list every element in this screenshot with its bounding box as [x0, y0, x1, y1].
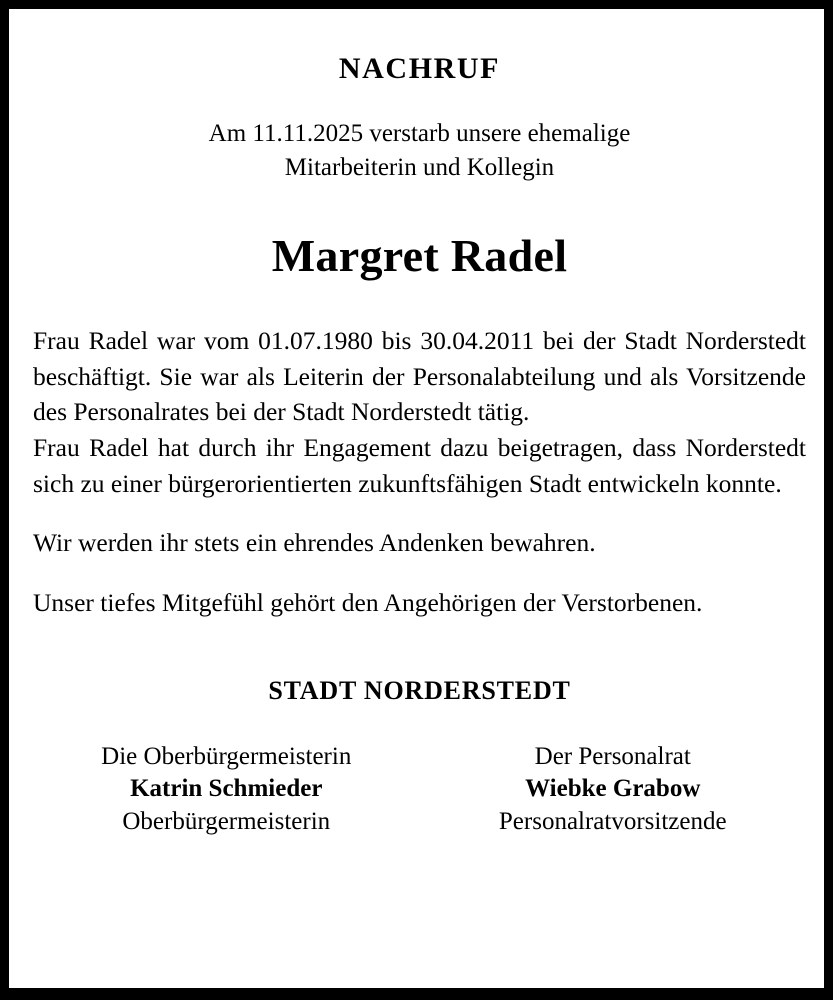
- body-paragraph-4: Unser tiefes Mitgefühl gehört den Angehörigen der Verstorbenen.: [33, 588, 703, 618]
- signature-block: [33, 741, 806, 839]
- obituary-content: [33, 9, 806, 988]
- signature-left-name: Katrin Schmieder: [130, 775, 323, 803]
- signature-left-role: Die Oberbürgermeisterin: [101, 742, 352, 770]
- obituary-notice: [9, 9, 824, 988]
- deceased-name: Margret Radel: [271, 230, 568, 281]
- signature-left-title: Oberbürgermeisterin: [122, 807, 331, 835]
- signature-right-name: Wiebke Grabow: [525, 775, 701, 803]
- signature-right-title: Personalratvorsitzende: [498, 807, 727, 835]
- intro-line-2: Mitarbeiterin und Kollegin: [284, 154, 555, 181]
- obituary-heading: NACHRUF: [338, 52, 501, 85]
- body-paragraph-1: Frau Radel war vom 01.07.1980 bis 30.04.2011 bei der Stadt Norderstedt beschäftigt. Sie war als Leiterin der Personalabteilung und als Vorsitzende des Personalrates bei der Stadt Norderstedt tätig.: [33, 326, 806, 427]
- intro-line-1: Am 11.11.2025 verstarb unsere ehemalige: [208, 120, 631, 147]
- body-paragraph-3: Wir werden ihr stets ein ehrendes Andenken bewahren.: [33, 528, 596, 558]
- city-heading: STADT NORDERSTEDT: [268, 675, 571, 705]
- signature-right-role: Der Personalrat: [534, 742, 691, 770]
- signature-right: [420, 741, 807, 839]
- signature-left: [33, 741, 420, 839]
- obituary-intro: [33, 117, 806, 185]
- obituary-body: [33, 323, 806, 621]
- body-paragraph-2: Frau Radel hat durch ihr Engagement dazu beigetragen, dass Norderstedt sich zu einer bürgerorientierten zukunftsfähigen Stadt entwickeln konnte.: [33, 433, 806, 498]
